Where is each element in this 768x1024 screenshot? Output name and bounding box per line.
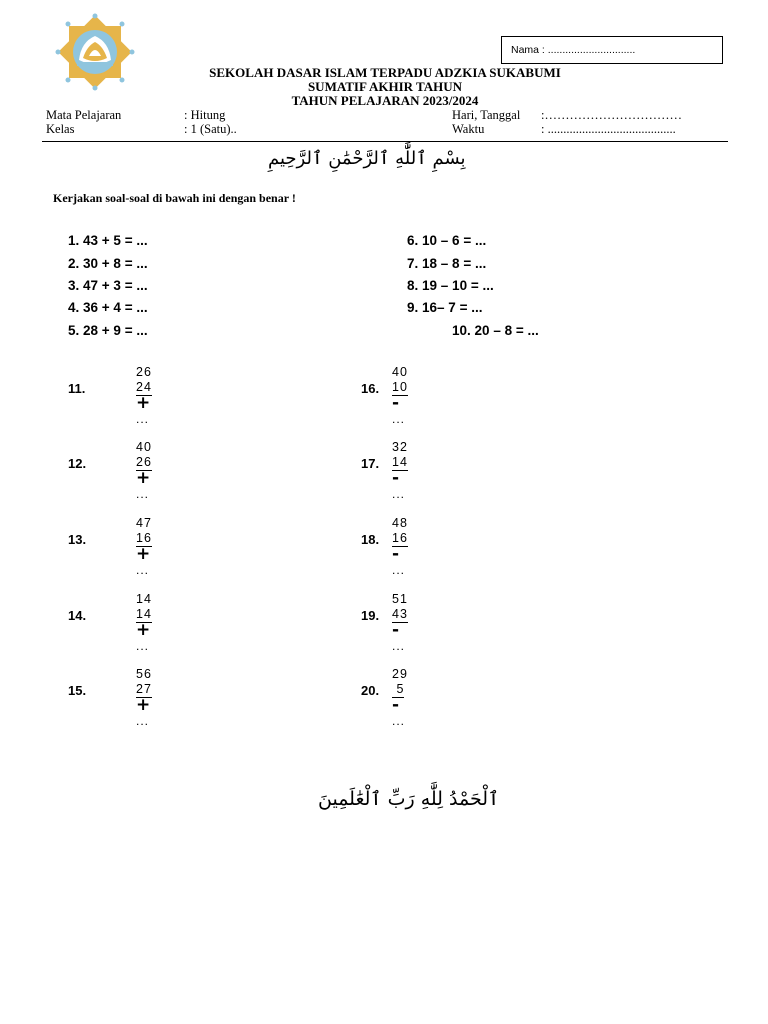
answer-blank[interactable]: ... [136,714,150,728]
question-number: 11. [68,381,86,396]
plus-sign: + [136,393,152,413]
subject-label: Mata Pelajaran [46,108,122,122]
top-operand: 47 [136,516,152,530]
question-text: 43 + 5 = ... [83,233,148,248]
answer-blank[interactable]: ... [136,563,150,577]
bottom-operand: 16 [136,531,152,545]
question-number: 4. [68,300,80,315]
question-number: 16. [361,381,380,396]
question-text: 20 – 8 = ... [474,323,539,338]
subject-value: : Hitung [184,108,226,122]
plus-sign: + [136,695,152,715]
question-number: 18. [361,532,380,547]
question-number: 3. [68,278,80,293]
question-text: 18 – 8 = ... [422,256,487,271]
question-number: 5. [68,323,80,338]
academic-year: TAHUN PELAJARAN 2023/2024 [291,93,479,108]
bottom-operand: 14 [136,607,152,621]
basmala: بِسْمِ ٱللَّٰهِ ٱلرَّحْمَٰنِ ٱلرَّحِيمِ [268,148,466,169]
plus-sign: + [136,468,152,488]
top-operand: 48 [392,516,408,530]
date-field[interactable]: :…………………………… [541,108,682,122]
question-text: 36 + 4 = ... [83,300,148,315]
plus-sign: + [136,544,152,564]
answer-blank[interactable]: ... [136,487,150,501]
question-text: 47 + 3 = ... [83,278,148,293]
question-number: 6. [407,233,419,248]
exam-title: SUMATIF AKHIR TAHUN [307,79,463,94]
question-1 [68,233,148,248]
date-label: Hari, Tanggal [452,108,521,122]
time-field[interactable]: : ......................................... [541,122,676,136]
question-number: 20. [361,683,380,698]
plus-sign: + [136,620,152,640]
bottom-operand: 5 [392,682,405,696]
name-field[interactable]: Nama : .............................. [501,36,723,64]
answer-blank[interactable]: ... [392,487,406,501]
top-operand: 40 [136,440,152,454]
answer-blank[interactable]: ... [136,639,150,653]
question-number: 10. [452,323,471,338]
question-text: 16– 7 = ... [422,300,483,315]
question-number: 14. [68,608,87,623]
minus-sign: - [392,620,401,640]
question-4 [68,300,148,315]
answer-blank[interactable]: ... [392,639,406,653]
bottom-operand: 24 [136,380,152,394]
question-9 [407,300,482,315]
minus-sign: - [392,393,401,413]
question-text: 28 + 9 = ... [83,323,148,338]
answer-blank[interactable]: ... [392,563,406,577]
question-10 [452,323,539,338]
bottom-operand: 16 [392,531,408,545]
question-number: 12. [68,456,87,471]
top-operand: 56 [136,667,152,681]
question-number: 13. [68,532,87,547]
bottom-operand: 27 [136,682,152,696]
class-label: Kelas [46,122,75,136]
question-3 [68,278,148,293]
time-label: Waktu [452,122,485,136]
question-text: 30 + 8 = ... [83,256,148,271]
answer-blank[interactable]: ... [392,714,406,728]
class-value: : 1 (Satu).. [184,122,237,136]
school-name: SEKOLAH DASAR ISLAM TERPADU ADZKIA SUKABUMI [209,65,561,80]
bottom-operand: 14 [392,455,408,469]
bottom-operand: 10 [392,380,408,394]
question-number: 1. [68,233,80,248]
question-5 [68,323,148,338]
question-2 [68,256,148,271]
question-number: 15. [68,683,87,698]
question-text: 19 – 10 = ... [422,278,494,293]
question-7 [407,256,486,271]
question-number: 7. [407,256,419,271]
bottom-operand: 43 [392,607,408,621]
instruction: Kerjakan soal-soal di bawah ini dengan benar ! [53,191,296,205]
top-operand: 40 [392,365,408,379]
question-number: 9. [407,300,419,315]
question-text: 10 – 6 = ... [422,233,487,248]
minus-sign: - [392,695,401,715]
answer-blank[interactable]: ... [392,412,406,426]
question-number: 8. [407,278,419,293]
top-operand: 51 [392,592,408,606]
question-8 [407,278,494,293]
bottom-operand: 26 [136,455,152,469]
question-6 [407,233,486,248]
question-number: 19. [361,608,380,623]
answer-blank[interactable]: ... [136,412,150,426]
minus-sign: - [392,468,401,488]
minus-sign: - [392,544,401,564]
top-operand: 32 [392,440,408,454]
question-number: 2. [68,256,80,271]
top-operand: 14 [136,592,152,606]
hamdala: ٱلْحَمْدُ لِلَّٰهِ رَبِّ ٱلْعَٰلَمِينَ [318,788,500,810]
question-number: 17. [361,456,380,471]
top-operand: 29 [392,667,408,681]
header-divider [42,141,728,142]
top-operand: 26 [136,365,152,379]
